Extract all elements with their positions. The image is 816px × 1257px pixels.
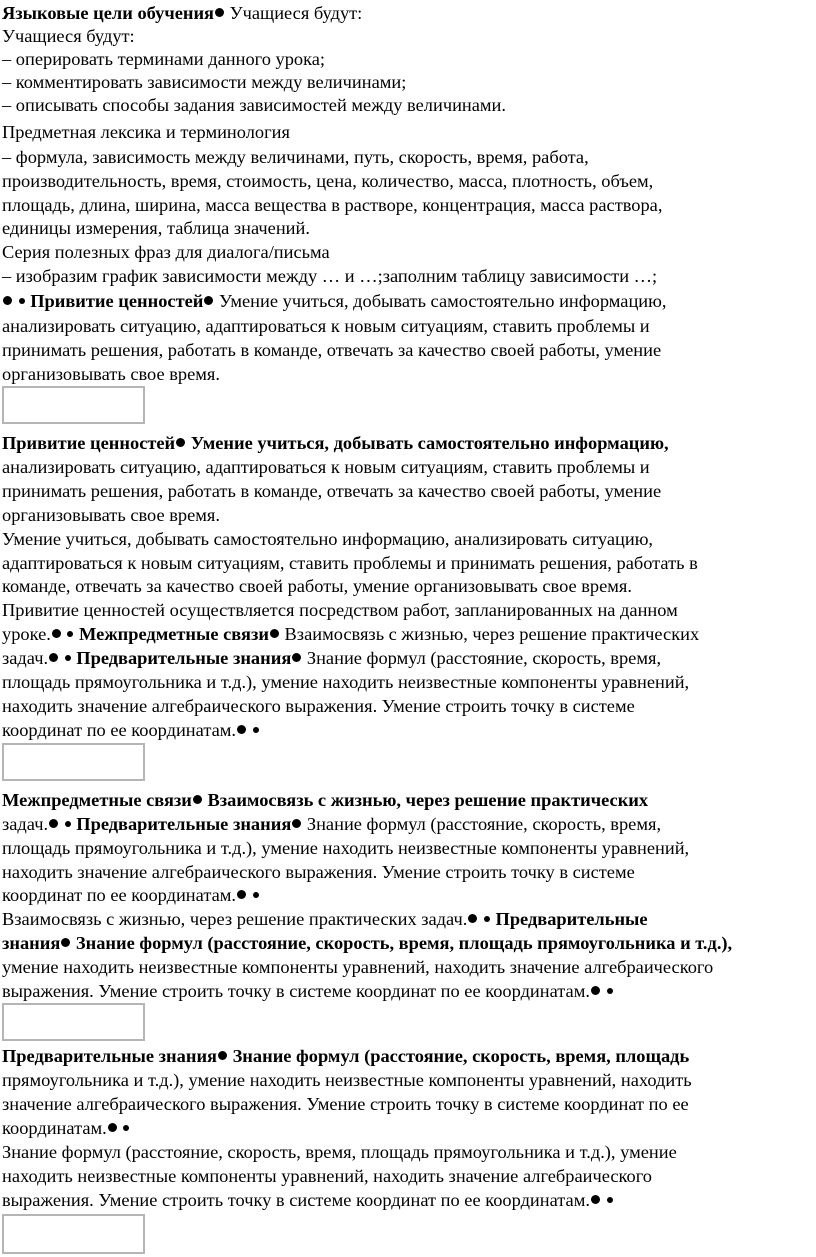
goals-item: – описывать способы задания зависимостей между величинами. [2, 95, 506, 115]
values2-line: Умение учиться, добывать самостоятельно информацию, анализировать ситуацию, [2, 529, 654, 549]
bullet-icon [176, 438, 185, 447]
inter3-heading: Межпредметные связи [2, 790, 192, 810]
goals-heading: Языковые цели обучения [2, 3, 215, 23]
bullet-icon [193, 795, 202, 804]
prior4-last: координатам. [2, 1117, 130, 1140]
bullet-icon [52, 629, 61, 638]
bullet-icon [591, 986, 600, 995]
prior-tail: Знание формул (расстояние, скорость, время, [302, 648, 662, 668]
bullet-icon [49, 653, 58, 662]
values2-line: принимать решения, работать в команде, отвечать за качество своей работы, умение [2, 481, 662, 501]
bullet-icon [67, 631, 73, 637]
prior4-repeat-line: Знание формул (расстояние, скорость, время, площадь прямоугольника и т.д.), умение [2, 1142, 677, 1162]
inter3-tail: Взаимосвязь с жизнью, через решение практических [202, 790, 649, 810]
inter3-repeat-last: выражения. Умение строить точку в системе координат по ее координатам. [2, 980, 614, 1003]
inter3-repeat-text: умение находить неизвестные компоненты уравнений, находить значение алгебраического [2, 957, 714, 977]
bullet-icon [108, 1123, 117, 1132]
values-line: принимать решения, работать в команде, отвечать за качество своей работы, умение [2, 340, 662, 360]
prior4-line: значение алгебраического выражения. Умение строить точку в системе координат по ее [2, 1094, 689, 1114]
bullet-icon [123, 1125, 129, 1131]
values2-heading: Привитие ценностей [2, 433, 176, 453]
zadach-text: задач. [2, 648, 49, 668]
prior4-heading: Предварительные знания [2, 1046, 217, 1066]
prior4-heading-line [2, 1045, 689, 1068]
prior-heading: Предварительные знания [76, 648, 292, 668]
values2-line: команде, отвечать за качество своей работы, умение организовывать свое время. [2, 576, 632, 596]
bullet-icon [253, 892, 259, 898]
prior4-line: прямоугольника и т.д.), умение находить неизвестные компоненты уравнений, находить [2, 1070, 692, 1090]
values2-line: организовывать свое время. [2, 505, 220, 525]
goals-heading-tail: Учащиеся будут: [229, 3, 363, 23]
values-line: анализировать ситуацию, адаптироваться к новым ситуациям, ставить проблемы и [2, 316, 650, 336]
values2-line: Привитие ценностей осуществляется посредством работ, запланированных на данном [2, 600, 678, 620]
bullet-icon [19, 298, 25, 304]
values2-prior-last: координат по ее координатам. [2, 719, 260, 742]
values-heading: Привитие ценностей [30, 291, 204, 311]
inter3-repeat-bold: знания Знание формул (расстояние, скорость, время, площадь прямоугольника и т.д.), [2, 933, 733, 953]
values2-heading-line [2, 432, 669, 455]
inter3-repeat-line: Взаимосвязь с жизнью, через решение практических задач. Предварительные [2, 909, 648, 929]
bullet-icon [204, 296, 213, 305]
vocab-line: – формула, зависимость между величинами, путь, скорость, время, работа, [2, 147, 589, 167]
bullet-icon [49, 819, 58, 828]
values-line: организовывать свое время. [2, 364, 220, 384]
bullet-icon [468, 914, 477, 923]
goals-item: – комментировать зависимости между величинами; [2, 72, 407, 92]
values2-prior-text: площадь прямоугольника и т.д.), умение находить неизвестные компоненты уравнений, [2, 672, 690, 692]
values2-line: анализировать ситуацию, адаптироваться к новым ситуациям, ставить проблемы и [2, 457, 650, 477]
vocab-title: Предметная лексика и терминология [2, 122, 290, 142]
image-placeholder-box [2, 386, 145, 424]
bullet-icon [607, 1197, 613, 1203]
inter3-prior-text: находить значение алгебраического выражения. Умение строить точку в системе [2, 862, 635, 882]
vocab-line: площадь, длина, ширина, масса вещества в растворе, концентрация, масса раствора, [2, 195, 663, 215]
uroke-text: уроке. [2, 624, 51, 644]
prior4-tail: Знание формул (расстояние, скорость, время, площадь [228, 1046, 690, 1066]
inter3-prior-text: площадь прямоугольника и т.д.), умение находить неизвестные компоненты уравнений, [2, 838, 690, 858]
bullet-icon [218, 1051, 227, 1060]
bullet-icon [65, 655, 71, 661]
values-heading-line [2, 290, 666, 313]
goals-heading-line [2, 2, 362, 25]
phrases-line: – изобразим график зависимости между … и …;заполним таблицу зависимости …; [2, 266, 658, 286]
values-tail: Умение учиться, добывать самостоятельно информацию, [214, 291, 667, 311]
image-placeholder-box [2, 1003, 145, 1041]
values2-prior-line [2, 647, 661, 670]
vocab-line: единицы измерения, таблица значений. [2, 218, 310, 238]
bullet-icon [484, 916, 490, 922]
values2-tail: Умение учиться, добывать самостоятельно информацию, [186, 433, 669, 453]
phrases-title: Серия полезных фраз для диалога/письма [2, 242, 330, 262]
bullet-icon [253, 727, 259, 733]
prior4-repeat-line: находить неизвестные компоненты уравнений, находить значение алгебраического [2, 1166, 652, 1186]
goals-students: Учащиеся будут: [2, 26, 135, 46]
bullet-icon [237, 890, 246, 899]
bullet-icon [292, 653, 301, 662]
values2-prior-text: находить значение алгебраического выражения. Умение строить точку в системе [2, 696, 635, 716]
bullet-icon [237, 725, 246, 734]
bullet-icon [591, 1195, 600, 1204]
values2-line: адаптироваться к новым ситуациям, ставить проблемы и принимать решения, работать в [2, 553, 698, 573]
bullet-icon [61, 938, 70, 947]
image-placeholder-box [2, 743, 145, 781]
bullet-icon [292, 819, 301, 828]
goals-item: – оперировать терминами данного урока; [2, 49, 326, 69]
bullet-icon [215, 8, 224, 17]
bullet-icon [3, 296, 12, 305]
inter3-prior-line: задач. Предварительные знания Знание формул (расстояние, скорость, время, [2, 814, 662, 834]
values2-inter-line [2, 623, 699, 646]
inter-heading: Межпредметные связи [79, 624, 269, 644]
inter3-prior-last: координат по ее координатам. [2, 884, 260, 907]
prior4-repeat-last: выражения. Умение строить точку в системе координат по ее координатам. [2, 1189, 614, 1212]
inter3-heading-line [2, 789, 648, 812]
image-placeholder-box [2, 1214, 145, 1254]
bullet-icon [270, 629, 279, 638]
inter-tail: Взаимосвязь с жизнью, через решение практических [279, 624, 700, 644]
bullet-icon [65, 821, 71, 827]
vocab-line: производительность, время, стоимость, цена, количество, масса, плотность, объем, [2, 171, 654, 191]
bullet-icon [607, 988, 613, 994]
